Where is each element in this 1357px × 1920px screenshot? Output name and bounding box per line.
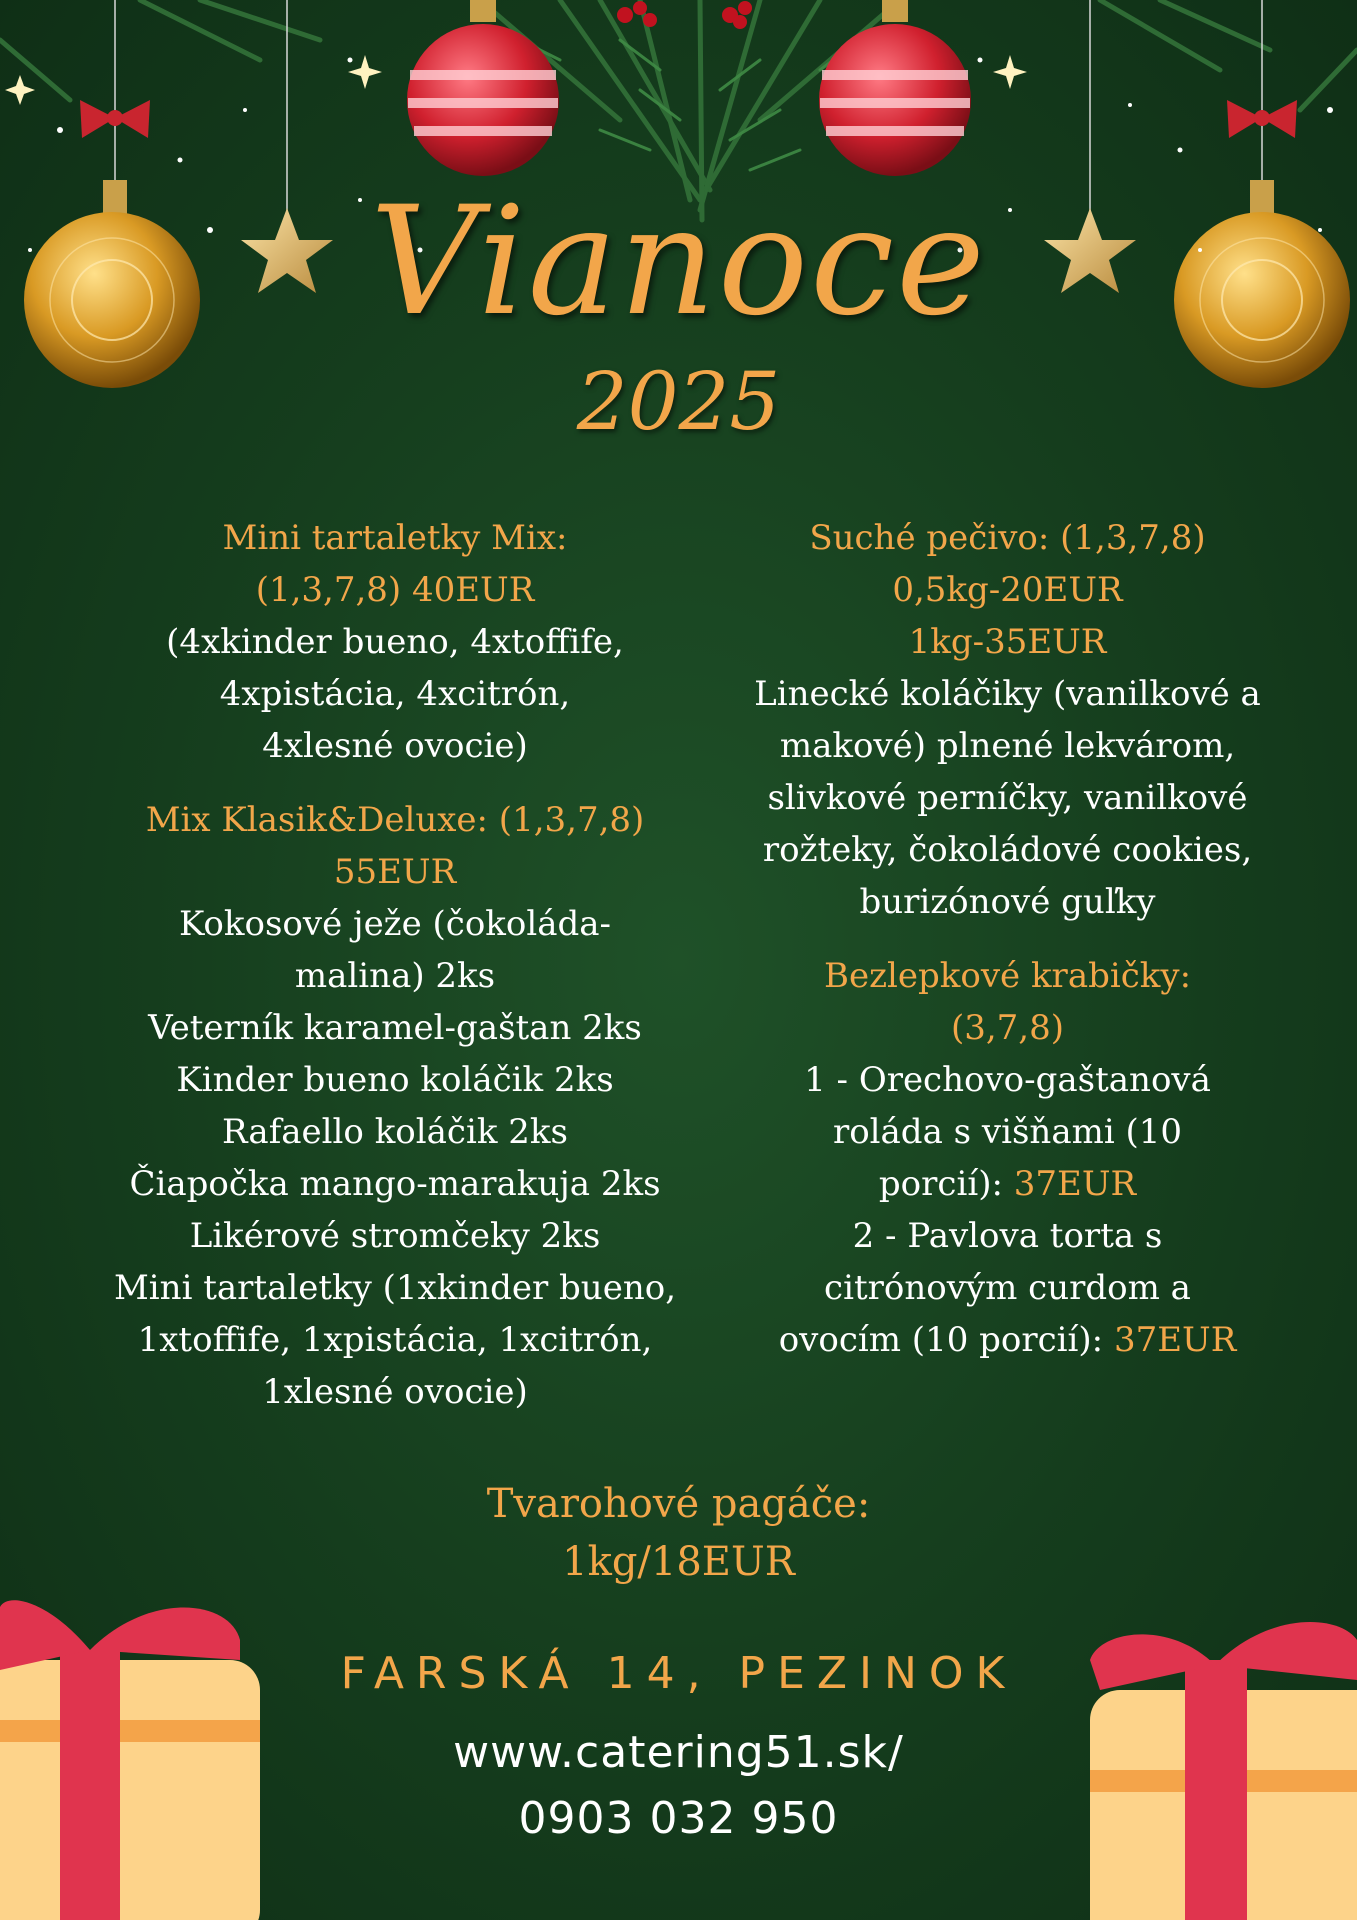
price-label: 37EUR xyxy=(1013,1164,1137,1204)
menu-section-mini-tartaletky xyxy=(90,512,700,772)
menu-line: Kokosové ježe (čokoláda- xyxy=(178,904,612,944)
menu-line: 1 - Orechovo-gaštanová xyxy=(804,1060,1211,1100)
menu-line: Rafaello koláčik 2ks xyxy=(222,1112,568,1152)
menu-line: 1xtoffife, 1xpistácia, 1xcitrón, xyxy=(137,1320,653,1360)
menu-line: roláda s višňami (10 xyxy=(832,1112,1183,1152)
price-label: 37EUR xyxy=(1113,1320,1237,1360)
section-heading: Mini tartaletky Mix: xyxy=(222,518,568,558)
page-title: Vianoce xyxy=(370,175,987,349)
menu-section-suche-pecivo xyxy=(700,512,1315,928)
section-heading: Suché pečivo: (1,3,7,8) xyxy=(809,518,1206,558)
menu-line: slivkové perníčky, vanilkové xyxy=(767,778,1248,818)
menu-section-pagace xyxy=(0,1475,1357,1591)
menu-line: Likérové stromčeky 2ks xyxy=(189,1216,601,1256)
section-heading: Mix Klasik&Deluxe: (1,3,7,8) xyxy=(145,800,645,840)
menu-line: Kinder bueno koláčik 2ks xyxy=(176,1060,614,1100)
menu-line: makové) plnené lekvárom, xyxy=(779,726,1236,766)
section-heading: 55EUR xyxy=(333,852,457,892)
contact-block xyxy=(0,1720,1357,1852)
menu-line: 2 - Pavlova torta s xyxy=(852,1216,1163,1256)
menu-line: 4xlesné ovocie) xyxy=(262,726,528,766)
menu-line: malina) 2ks xyxy=(294,956,496,996)
menu-line: burizónové guľky xyxy=(859,882,1156,922)
left-menu-column xyxy=(90,512,700,1418)
section-heading: Tvarohové pagáče: xyxy=(486,1481,871,1527)
menu-section-bezlepkove-krabicky xyxy=(700,950,1315,1366)
menu-line: Veterník karamel-gaštan 2ks xyxy=(148,1008,642,1048)
menu-line: (4xkinder bueno, 4xtoffife, xyxy=(166,622,624,662)
menu-line: citrónovým curdom a xyxy=(824,1268,1191,1308)
price-label: 1kg/18EUR xyxy=(562,1539,795,1585)
right-menu-column xyxy=(700,512,1315,1366)
menu-line: Mini tartaletky (1xkinder bueno, xyxy=(113,1268,676,1308)
section-heading: Bezlepkové krabičky: xyxy=(823,956,1192,996)
section-heading: 1kg-35EUR xyxy=(908,622,1107,662)
menu-line-with-price xyxy=(700,1314,1315,1366)
red-bauble-icon xyxy=(819,0,971,176)
section-heading: (1,3,7,8) 40EUR xyxy=(255,570,535,610)
menu-section-mix-klasik-deluxe xyxy=(90,794,700,1418)
section-heading: 0,5kg-20EUR xyxy=(892,570,1123,610)
menu-line: 1xlesné ovocie) xyxy=(262,1372,528,1412)
phone-number: 0903 032 950 xyxy=(518,1793,839,1844)
menu-line: Čiapočka mango-marakuja 2ks xyxy=(129,1164,661,1204)
holly-berries-icon xyxy=(617,1,752,29)
address-label: FARSKÁ 14, PEZINOK xyxy=(340,1648,1017,1699)
section-heading: (3,7,8) xyxy=(950,1008,1065,1048)
menu-line-with-price xyxy=(700,1158,1315,1210)
website-link[interactable]: www.catering51.sk/ xyxy=(453,1727,904,1778)
menu-line-text: porcií): xyxy=(878,1164,1014,1204)
red-bauble-icon xyxy=(407,0,559,176)
year-label: 2025 xyxy=(576,355,781,448)
menu-line-text: ovocím (10 porcií): xyxy=(778,1320,1114,1360)
menu-line: Linecké koláčiky (vanilkové a xyxy=(754,674,1261,714)
menu-line: 4xpistácia, 4xcitrón, xyxy=(219,674,571,714)
menu-line: rožteky, čokoládové cookies, xyxy=(762,830,1253,870)
